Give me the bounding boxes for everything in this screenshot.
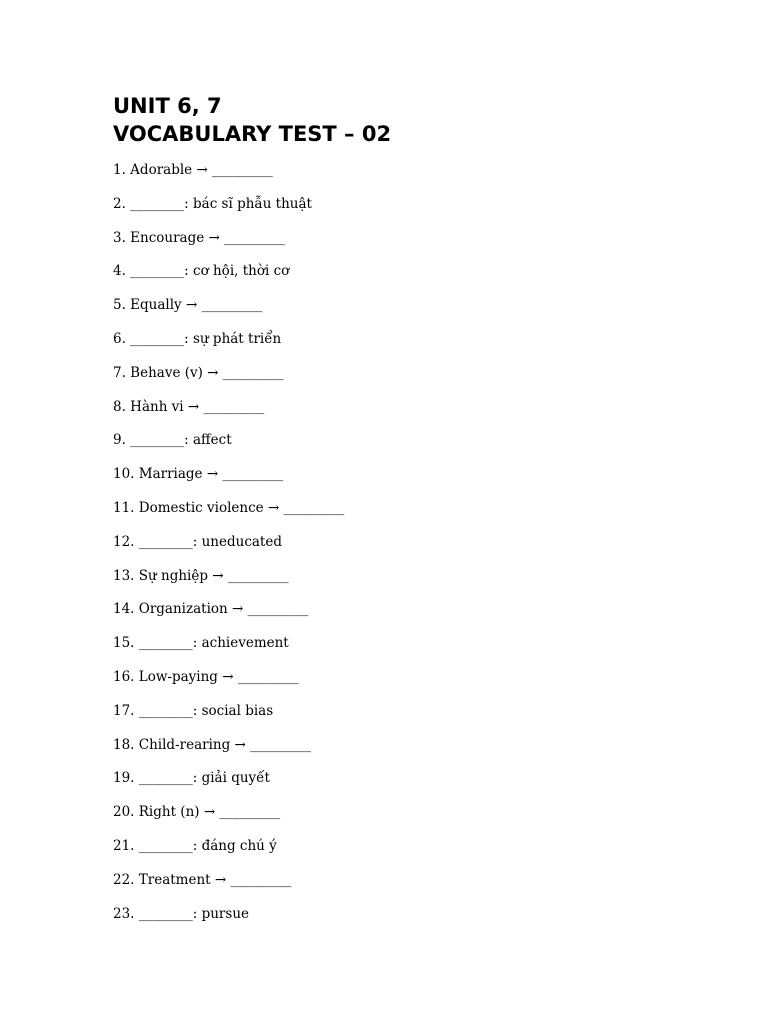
- title-test-name: VOCABULARY TEST – 02: [113, 122, 392, 146]
- vocabulary-item-13: 13. Sự nghiệp → _________: [113, 567, 289, 584]
- vocabulary-item-15: 15. ________: achievement: [113, 635, 289, 652]
- vocabulary-item-14: 14. Organization → _________: [113, 601, 309, 618]
- title-unit: UNIT 6, 7: [113, 94, 222, 118]
- vocabulary-item-23: 23. ________: pursue: [113, 905, 250, 922]
- vocabulary-item-1: 1. Adorable → _________: [113, 162, 273, 178]
- vocabulary-item-7: 7. Behave (v) → _________: [113, 364, 284, 381]
- vocabulary-item-10: 10. Marriage → _________: [113, 466, 284, 483]
- vocabulary-item-22: 22. Treatment → _________: [113, 871, 292, 888]
- vocabulary-item-3: 3. Encourage → _________: [113, 229, 285, 246]
- document-title: [113, 92, 673, 148]
- vocabulary-item-5: 5. Equally → _________: [113, 297, 263, 314]
- vocabulary-item-11: 11. Domestic violence → _________: [113, 499, 345, 516]
- vocabulary-item-19: 19. ________: giải quyết: [113, 770, 270, 787]
- vocabulary-item-4: 4. ________: cơ hội, thời cơ: [113, 263, 290, 280]
- vocabulary-item-8: 8. Hành vi → _________: [113, 398, 265, 415]
- vocabulary-item-16: 16. Low-paying → _________: [113, 668, 299, 685]
- vocabulary-item-21: 21. ________: đáng chú ý: [113, 837, 277, 854]
- vocabulary-list: [113, 160, 713, 937]
- vocabulary-item-18: 18. Child-rearing → _________: [113, 736, 311, 753]
- vocabulary-item-17: 17. ________: social bias: [113, 702, 274, 719]
- vocabulary-item-9: 9. ________: affect: [113, 432, 232, 449]
- vocabulary-item-12: 12. ________: uneducated: [113, 533, 282, 550]
- vocabulary-item-6: 6. ________: sự phát triển: [113, 330, 282, 347]
- vocabulary-item-20: 20. Right (n) → _________: [113, 804, 281, 821]
- vocabulary-item-2: 2. ________: bác sĩ phẫu thuật: [113, 195, 312, 212]
